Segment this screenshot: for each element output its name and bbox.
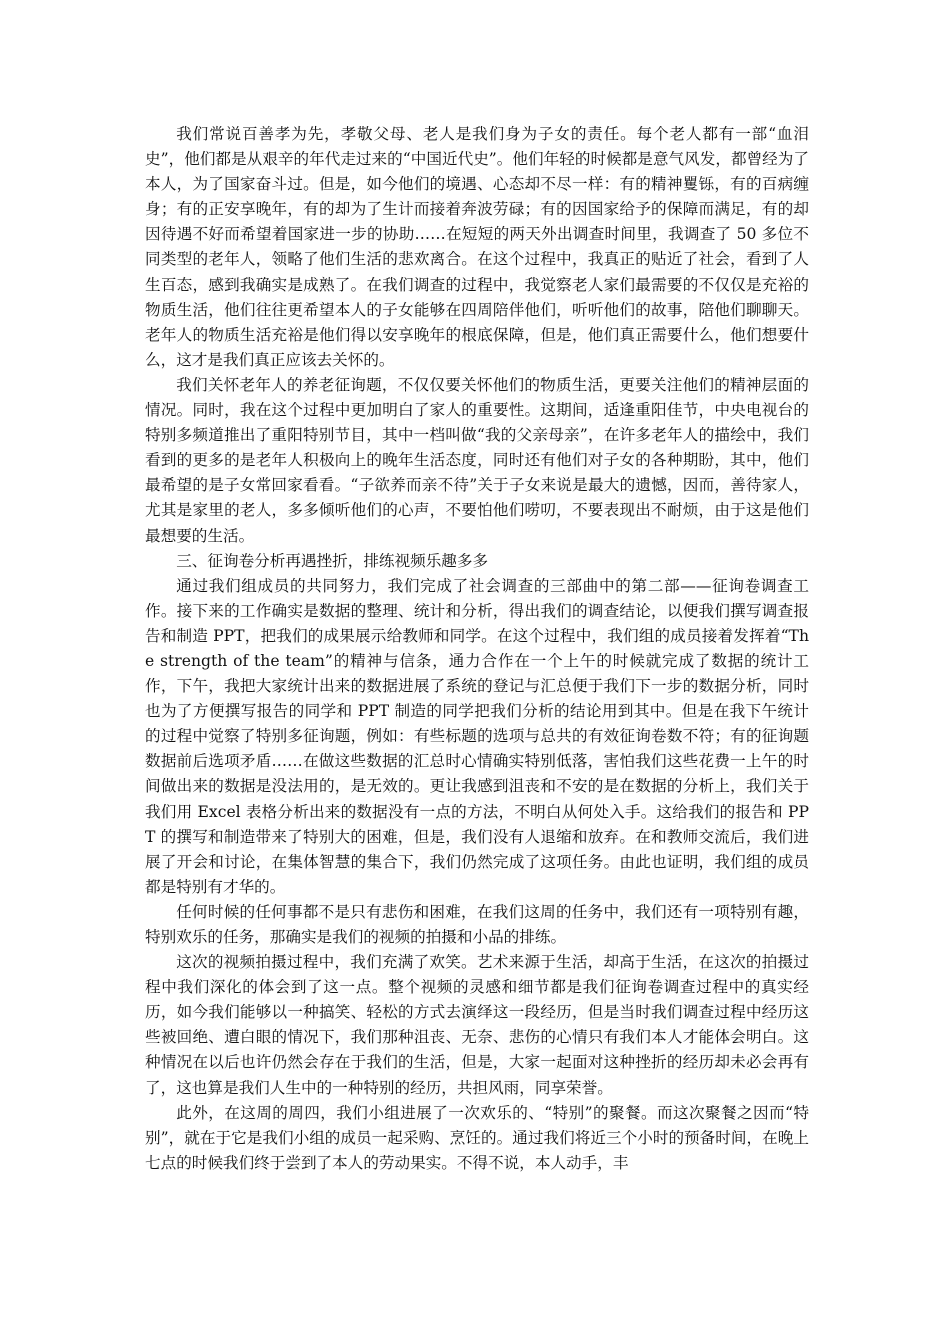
paragraph-video-shooting: 这次的视频拍摄过程中，我们充满了欢笑。艺术来源于生活，却高于生活，在这次的拍摄过程中我们深化的体会到了这一点。整个视频的灵感和细节都是我们征询卷调查过程中的真实经历，如今我们能够以一种搞笑、轻松的方式去演绎这一段经历，但是当时我们调查过程中经历这些被回绝、遭白眼的情况下，我们那种沮丧、无奈、悲伤的心情只有我们本人才能体会明白。这种情况在以后也许仍然会存在于我们的生活，但是，大家一起面对这种挫折的经历却未必会再有了，这也算是我们人生中的一种特别的经历，共担风雨，同享荣誉。 (145, 953, 809, 1097)
paragraph-spiritual-care: 我们关怀老年人的养老征询题，不仅仅要关怀他们的物质生活，更要关注他们的精神层面的情况。同时，我在这个过程中更加明白了家人的重要性。这期间，适逢重阳佳节，中央电视台的特别多频道推出了重阳特别节目，其中一档叫做“我的父亲母亲”，在许多老年人的描绘中，我们看到的更多的是老年人积极向上的晚年生活态度，同时还有他们对子女的各种期盼，其中，他们最希望的是子女常回家看看。“子欲养而亲不待”关于子女来说是最大的遗憾，因而，善待家人，尤其是家里的老人，多多倾听他们的心声，不要怕他们唠叨，不要表现出不耐烦，由于这是他们最想要的生活。 (145, 375, 809, 545)
paragraph-group-dinner: 此外，在这周的周四，我们小组进展了一次欢乐的、“特别”的聚餐。而这次聚餐之因而“特别”，就在于它是我们小组的成员一起采购、烹饪的。通过我们将近三个小时的预备时间，在晚上七点的时候我们终于尝到了本人的劳动果实。不得不说，本人动手，丰 (145, 1103, 809, 1172)
section-heading: 三、征询卷分析再遇挫折，排练视频乐趣多多 (176, 551, 489, 570)
document-body (145, 122, 809, 1176)
paragraph-questionnaire-analysis: 通过我们组成员的共同努力，我们完成了社会调查的三部曲中的第二部——征询卷调查工作。接下来的工作确实是数据的整理、统计和分析，得出我们的调查结论，以便我们撰写调查报告和制造 PPT，把我们的成果展示给教师和同学。在这个过程中，我们组的成员接着发挥着“The strength of the team”的精神与信条，通力合作在一个上午的时候就完成了数据的统计工作，下午，我把大家统计出来的数据进展了系统的登记与汇总便于我们下一步的数据分析，同时也为了方便撰写报告的同学和 PPT 制造的同学把我们分析的结论用到其中。但是在我下午统计的过程中觉察了特别多征询题，例如：有些标题的选项与总共的有效征询卷数不符；有的征询题数据前后选项矛盾……在做这些数据的汇总时心情确实特别低落，害怕我们这些花费一上午的时间做出来的数据是没法用的，是无效的。更让我感到沮丧和不安的是在数据的分析上，我们关于我们用 Excel 表格分析出来的数据没有一点的方法，不明白从何处入手。这给我们的报告和 PPT 的撰写和制造带来了特别大的困难，但是，我们没有人退缩和放弃。在和教师交流后，我们进展了开会和讨论，在集体智慧的集合下，我们仍然完成了这项任务。由此也证明，我们组的成员都是特别有才华的。 (145, 576, 809, 896)
paragraph-filial-piety: 我们常说百善孝为先，孝敬父母、老人是我们身为子女的责任。每个老人都有一部“血泪史”，他们都是从艰辛的年代走过来的“中国近代史”。他们年轻的时候都是意气风发，都曾经为了本人，为了国家奋斗过。但是，如今他们的境遇、心态却不尽一样：有的精神矍铄，有的百病缠身；有的正安享晚年，有的却为了生计而接着奔波劳碌；有的因国家给予的保障而满足，有的却因待遇不好而希望着国家进一步的协助……在短短的两天外出调查时间里，我调查了 50 多位不同类型的老年人，领略了他们生活的悲欢离合。在这个过程中，我真正的贴近了社会，看到了人生百态，感到我确实是成熟了。在我们调查的过程中，我觉察老人家们最需要的不仅仅是充裕的物质生活，他们往往更希望本人的子女能够在四周陪伴他们，听听他们的故事，陪他们聊聊天。老年人的物质生活充裕是他们得以安享晚年的根底保障，但是，他们真正需要什么，他们想要什么，这才是我们真正应该去关怀的。 (145, 125, 809, 369)
paragraph-fun-tasks: 任何时候的任何事都不是只有悲伤和困难，在我们这周的任务中，我们还有一项特别有趣，特别欢乐的任务，那确实是我们的视频的拍摄和小品的排练。 (145, 902, 809, 946)
